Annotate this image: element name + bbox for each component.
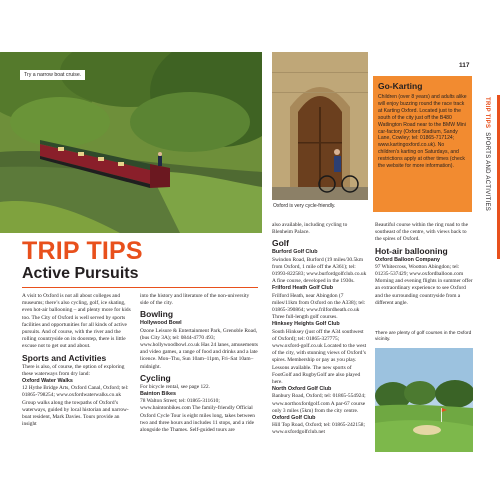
column-1	[22, 293, 133, 428]
heading-rule	[22, 287, 258, 288]
page-number: 117	[459, 62, 470, 69]
column-3	[272, 222, 369, 437]
venue-north-oxford: North Oxford Golf Club	[272, 386, 332, 393]
go-karting-title: Go-Karting	[378, 81, 423, 91]
col3-continued: also available, including cycling to Blenheim Palace.	[272, 222, 348, 236]
sports-activities-heading: Sports and Activities	[22, 352, 107, 363]
intro-text: A visit to Oxford is not all about colleges and museums; there’s also cycling, golf, ice skating, even hot-air ballooning – and plenty more for kids too. The City of Oxford is well served by sports facilities and opportunities for all kinds of active pursuits. And of course, with the river and the rolling countryside on its doorstep, there is little excuse not to get out and about.	[22, 293, 131, 350]
venue-oxford-balloon: Oxford Balloon Company	[375, 256, 440, 263]
column-4	[375, 222, 473, 307]
cycling-text: For bicycle rental, see page 122.	[140, 383, 210, 390]
side-tab-bold: TRIP TIPS	[484, 97, 490, 129]
venue-water-walks: Oxford Water Walks	[22, 378, 73, 385]
ballooning-heading: Hot-air ballooning	[375, 245, 448, 256]
sports-activities-text: There is also, of course, the option of exploring these waterways from dry land:	[22, 363, 125, 377]
venue-frilford: Frilford Heath Golf Club	[272, 285, 334, 292]
golf-caption: There are plenty of golf courses in the Oxford vicinity.	[375, 331, 472, 343]
north-oxford-text: Banbury Road, Oxford; tel: 01865-554924; www.northoxfordgolf.com A par-67 course only 3 miles (5km) from the city centre.	[272, 393, 366, 414]
active-pursuits-subtitle: Active Pursuits	[22, 265, 139, 282]
golf-course-photo	[375, 348, 473, 452]
cyclist-gate-photo	[272, 52, 368, 200]
section-side-tab	[480, 95, 500, 259]
frilford-text: Frilford Heath, near Abingdon (7 miles/11km from Oxford on the A338); tel: 01865-390864; www.frilfordheath.co.uk Three full-length golf courses.	[272, 292, 366, 321]
cycling-heading: Cycling	[140, 372, 171, 383]
burford-text: Swindon Road, Burford (19 miles/30.5km from Oxford, 1 mile off the A361); tel: 01993-822583; www.burfordgolfclub.co.uk A fine course, developed in the 1930s.	[272, 256, 367, 285]
side-tab-rest: SPORTS AND ACTIVITIES	[484, 132, 490, 212]
venue-bainton-bikes: Bainton Bikes	[140, 391, 176, 398]
water-walks-text: 12 Hythe Bridge Arts, Oxford Canal, Oxford; tel: 01865-798254; www.oxfordwaterwalks.co.uk Group walks along the towpaths of Oxford’s waterways, guided by local historian and narrow-boat resident, Mark Davies. Tours provide an insight	[22, 385, 129, 428]
side-tab-label	[484, 97, 490, 211]
oxford-golf-text: Hill Top Road, Oxford; tel: 01865-242158; www.oxfordgolfclub.net	[272, 422, 365, 436]
cyclist-caption: Oxford is very cycle-friendly.	[273, 203, 336, 209]
column-2	[140, 293, 258, 434]
go-karting-box	[373, 76, 472, 212]
hinksey-text: South Hinksey (just off the A34 southwest of Oxford); tel: 01865-327775; www.oxford-golf.co.uk Located to the west of the city, with stunning views of Oxford’s spires. Membership or pay as you play. Lessons available. The new sports of FootGolf and RugbyGolf are also played here.	[272, 328, 367, 386]
balloon-text: 97 Whitecross, Wootton Abingdon; tel: 01235-537429; www.oxfordballoon.com Morning and evening flights in summer offer an extraordinary experience to see Oxford and the surrounding countryside from a different angle.	[375, 263, 473, 306]
venue-burford: Burford Golf Club	[272, 249, 318, 256]
narrowboat-caption: Try a narrow boat cruise.	[20, 70, 85, 80]
venue-hinksey: Hinksey Heights Golf Club	[272, 321, 340, 328]
col4-continued: Beautiful course within the ring road to the southeast of the centre, with views back to the spires of Oxford.	[375, 222, 468, 243]
golf-heading: Golf	[272, 238, 289, 249]
bainton-bikes-text: 78 Walton Street; tel: 01865-311610; www.baintonbikes.com The family-friendly Official Oxford Cycle Tour is eight miles long, takes between two and three hours and includes 11 stops, and a ride alongside the Thames. Self-guided tours are	[140, 398, 255, 434]
venue-oxford-golf: Oxford Golf Club	[272, 415, 316, 422]
go-karting-text: Children (over 8 years) and adults alike will enjoy buzzing round the race track at Karting Oxford. Located just to the south of the city just off the B480 Watlington Road near to the BMW Mini car-factory (Oxford Stadium, Sandy Lane, Cowley; tel: 01865-717124; www.kartingoxford.co.uk). No children’s karting on Saturdays, and restrictions apply at other times (check the website for more information).	[378, 94, 467, 170]
venue-hollywood-bowl: Hollywood Bowl	[140, 320, 182, 327]
col2-continued: into the history and literature of the non-university side of the city.	[140, 293, 250, 307]
bowling-text: Ozone Leisure & Entertainment Park, Grenoble Road, (bus City 3A); tel: 0844-4770 493; www.hollywoodbowl.co.uk Has 24 lanes, amusements and video games, a range of food and drinks and a late licence. Mon–Thu, Sun 10am–11pm, Fri–Sat 10am–midnight.	[140, 327, 258, 370]
trip-tips-title: TRIP TIPS	[22, 237, 143, 265]
bowling-heading: Bowling	[140, 309, 174, 320]
